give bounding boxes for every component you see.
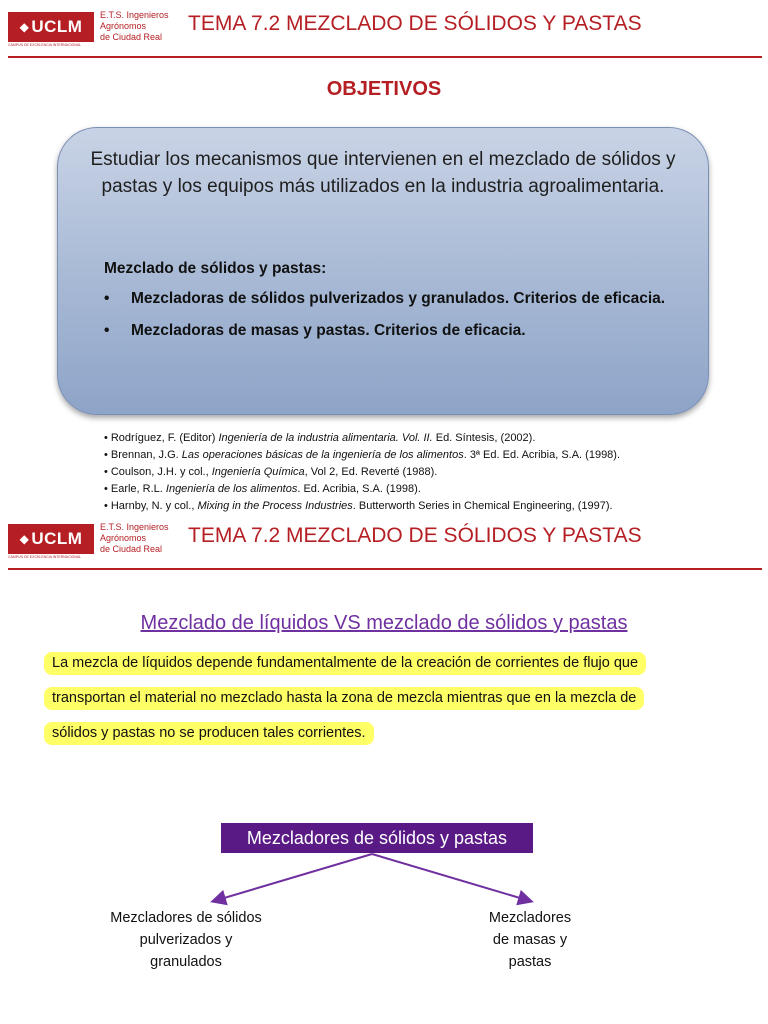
logo-badge (8, 12, 94, 42)
logo-text: UCLM (31, 17, 83, 36)
arrow-right (372, 854, 530, 901)
bullet-icon: • (104, 466, 108, 478)
ref-author: Harnby, N. y col., (110, 500, 198, 512)
ref-author: Earle, R.L. (110, 483, 166, 495)
comparison-title: Mezclado de líquidos VS mezclado de sólidos y pastas (140, 612, 628, 634)
bullet-icon: • (104, 290, 110, 307)
branch-line: de masas y (492, 932, 568, 948)
branch-line: Mezcladores (488, 910, 572, 926)
ref-publisher: . Ed. Acribia, S.A. (1998). (297, 483, 421, 495)
objetivos-heading: OBJETIVOS (326, 78, 442, 100)
ref-publisher: , Vol 2, Ed. Reverté (1988). (304, 466, 438, 478)
ref-author: Rodríguez, F. (Editor) (110, 432, 219, 444)
list-item (104, 320, 678, 342)
highlighted-line: transportan el material no mezclado hasta la zona de mezcla mientras que en la mezcla de (44, 687, 644, 710)
school-line: E.T.S. Ingenieros (100, 522, 169, 532)
objectives-subheading: Mezclado de sólidos y pastas: (104, 260, 327, 277)
ref-publisher: . Butterworth Series in Chemical Engineering, (1997). (352, 500, 613, 512)
bullet-icon: • (104, 449, 108, 461)
highlighted-line: sólidos y pastas no se producen tales corrientes. (44, 722, 374, 745)
slide-mezclado-comparison (0, 512, 768, 1024)
ref-title: Ingeniería de los alimentos (165, 483, 298, 495)
branch-line: pulverizados y (139, 932, 233, 948)
ref-title: Mixing in the Process Industries (197, 500, 353, 512)
uclm-logo (8, 10, 180, 46)
bullet-icon: • (104, 322, 110, 339)
bullet-icon: • (104, 500, 108, 512)
school-name (100, 10, 169, 43)
list-item-text: Mezcladoras de sólidos pulverizados y granulados. Criterios de eficacia. (131, 290, 666, 307)
diamond-icon: ◆ (19, 20, 30, 34)
ref-publisher: Ed. Síntesis, (2002). (432, 432, 536, 444)
school-line: de Ciudad Real (100, 32, 163, 42)
reference-item (104, 464, 620, 481)
references-list (104, 430, 620, 512)
highlighted-line: La mezcla de líquidos depende fundamentalmente de la creación de corrientes de flujo que (44, 652, 646, 675)
objectives-list (104, 288, 678, 352)
school-line: de Ciudad Real (100, 544, 163, 554)
diagram-root-box: Mezcladores de sólidos y pastas (221, 823, 533, 853)
branch-line: pastas (508, 954, 552, 970)
bullet-icon: • (104, 483, 108, 495)
school-line: E.T.S. Ingenieros (100, 10, 169, 20)
header-divider (8, 56, 762, 58)
branch-line: granulados (150, 954, 222, 970)
school-line: Agrónomos (100, 21, 147, 31)
ref-author: Coulson, J.H. y col., (110, 466, 212, 478)
list-item-text: Mezcladoras de masas y pastas. Criterios de eficacia. (131, 322, 526, 339)
diamond-icon: ◆ (19, 532, 30, 546)
reference-item (104, 447, 620, 464)
branch-solid-mixers (86, 907, 286, 973)
logo-tagline: CAMPUS DE EXCELENCIA INTERNACIONAL (8, 43, 82, 47)
header-title: TEMA 7.2 MEZCLADO DE SÓLIDOS Y PASTAS (188, 524, 642, 547)
ref-title: Las operaciones básicas de la ingeniería de los alimentos (181, 449, 464, 461)
ref-author: Brennan, J.G. (110, 449, 182, 461)
reference-item (104, 481, 620, 498)
logo-text: UCLM (31, 529, 83, 548)
arrow-left (214, 854, 372, 901)
reference-item (104, 430, 620, 447)
logo-tagline: CAMPUS DE EXCELENCIA INTERNACIONAL (8, 555, 82, 559)
list-item (104, 288, 678, 310)
ref-title: Ingeniería Química (211, 466, 305, 478)
bullet-icon: • (104, 432, 108, 444)
header-title: TEMA 7.2 MEZCLADO DE SÓLIDOS Y PASTAS (188, 12, 642, 35)
ref-publisher: . 3ª Ed. Ed. Acribia, S.A. (1998). (463, 449, 621, 461)
objectives-box (57, 127, 709, 415)
ref-title: Ingeniería de la industria alimentaria. Vol. II. (218, 432, 433, 444)
school-line: Agrónomos (100, 533, 147, 543)
branch-line: Mezcladores de sólidos (110, 910, 262, 926)
branch-paste-mixers (470, 907, 590, 973)
objectives-lead: Estudiar los mecanismos que intervienen en el mezclado de sólidos y pastas y los equipos más utilizados en la industria agroalimentaria. (90, 149, 676, 197)
reference-item (104, 498, 620, 512)
